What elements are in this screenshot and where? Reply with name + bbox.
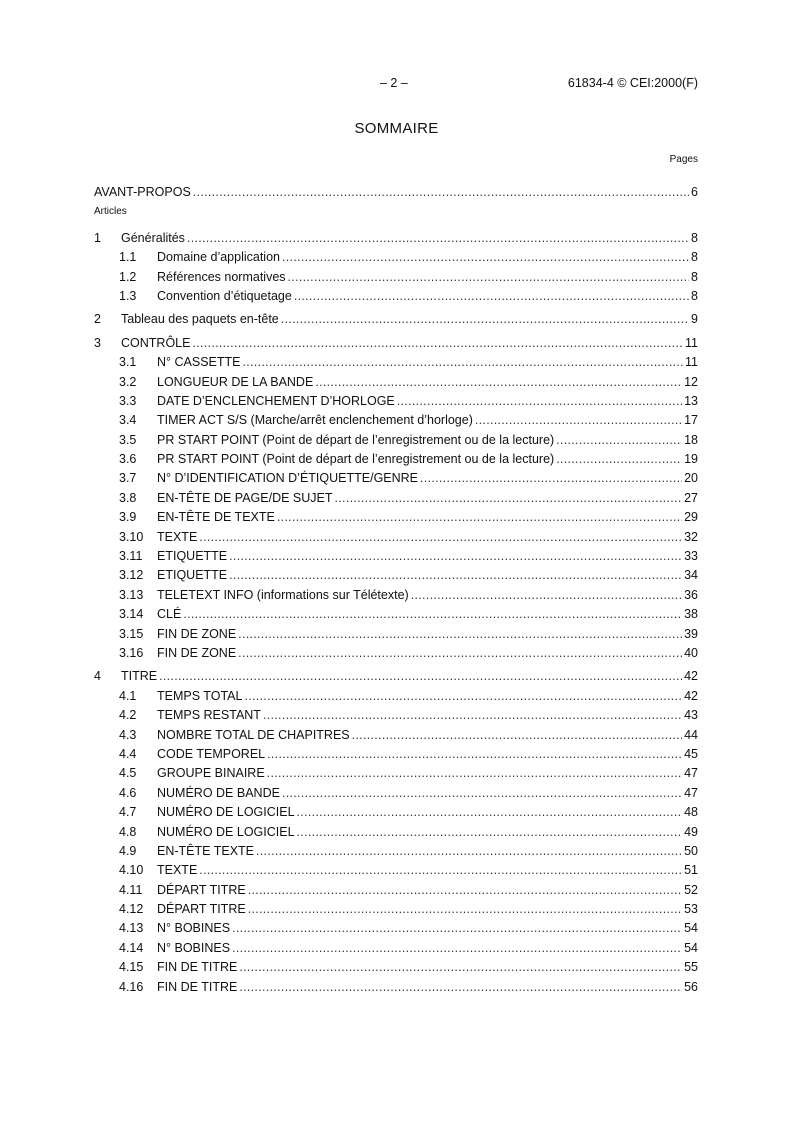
toc-entry-page: 43 (684, 708, 698, 723)
toc-entry-page: 42 (684, 669, 698, 684)
toc-entry-page: 12 (684, 374, 698, 389)
toc-entry-page: 6 (691, 185, 698, 200)
leader-dots (475, 413, 682, 427)
toc-entry-label: TEXTE (157, 529, 198, 544)
toc-subsection-4-9[interactable] (94, 839, 698, 858)
toc-entry-label: FIN DE TITRE (157, 979, 238, 994)
toc-subsection-3-15[interactable] (94, 621, 698, 640)
leader-dots (183, 607, 682, 621)
toc-entry-page: 40 (684, 645, 698, 660)
toc-entry-number: 3.1 (119, 355, 137, 370)
leader-dots (411, 588, 682, 602)
articles-label: Articles (94, 206, 127, 218)
leader-dots (229, 568, 682, 582)
toc-entry-page: 42 (684, 688, 698, 703)
toc-entry-page: 18 (684, 432, 698, 447)
toc-subsection-3-9[interactable] (94, 505, 698, 524)
toc-entry-number: 3.13 (119, 587, 144, 602)
toc-entry-number: 4.11 (119, 882, 143, 897)
leader-dots (277, 510, 682, 524)
leader-dots (242, 355, 683, 369)
toc-entry-label: Références normatives (157, 269, 286, 284)
toc-entry-label: DÉPART TITRE (157, 882, 246, 897)
leader-dots (267, 747, 682, 761)
toc-entry-page: 39 (684, 626, 698, 641)
toc-entry-label: TELETEXT INFO (informations sur Télétexte) (157, 587, 409, 602)
toc-entry-label: DATE D’ENCLENCHEMENT D’HORLOGE (157, 393, 395, 408)
toc-entry-label: TEMPS RESTANT (157, 708, 261, 723)
leader-dots (187, 231, 689, 245)
toc-entry-label: Généralités (121, 230, 185, 245)
toc-entry-page: 47 (684, 785, 698, 800)
leader-dots (159, 669, 682, 683)
toc-entry-page: 34 (684, 568, 698, 583)
toc-entry-page: 44 (684, 727, 698, 742)
leader-dots (193, 185, 689, 199)
toc-entry-page: 45 (684, 746, 698, 761)
page-number: – 2 – (380, 76, 408, 90)
document-reference: 61834-4 © CEI:2000(F) (567, 76, 698, 90)
toc-subsection-3-16[interactable] (94, 641, 698, 660)
toc-entry-label: ETIQUETTE (157, 549, 228, 564)
toc-entry-number: 3.8 (119, 490, 137, 505)
toc-entry-number: 3.7 (119, 471, 137, 486)
toc-entry-number: 3.6 (119, 452, 137, 467)
toc-entry-label: FIN DE ZONE (157, 626, 237, 641)
toc-entry-number: 4.7 (119, 805, 137, 820)
toc-entry-page: 52 (684, 882, 698, 897)
toc-entry-number: 4.9 (119, 843, 137, 858)
toc-entry-label: PR START POINT (Point de départ de l’enregistrement ou de la lecture) (157, 432, 555, 447)
toc-entry-number: 4.5 (119, 766, 137, 781)
toc-subsection-3-5[interactable] (94, 427, 698, 446)
toc-entry-page: 33 (684, 549, 698, 564)
toc-entry-label: CODE TEMPOREL (157, 746, 266, 761)
toc-entry-label: GROUPE BINAIRE (157, 766, 265, 781)
toc-section-1[interactable] (94, 225, 698, 244)
leader-dots (397, 394, 682, 408)
toc-entry-page: 27 (684, 490, 698, 505)
toc-subsection-3-6[interactable] (94, 447, 698, 466)
leader-dots (229, 549, 682, 563)
leader-dots (256, 844, 682, 858)
pages-column-label: Pages (669, 154, 698, 165)
toc-entry-number: 1 (94, 230, 101, 245)
toc-subsection-4-1[interactable] (94, 683, 698, 702)
leader-dots (244, 689, 682, 703)
toc-entry-number: 3.15 (119, 626, 144, 641)
leader-dots (239, 980, 682, 994)
toc-subsection-3-10[interactable] (94, 524, 698, 543)
toc-entry-page: 19 (684, 452, 698, 467)
toc-entry-label: NUMÉRO DE BANDE (157, 785, 280, 800)
toc-entry-label: Domaine d’application (157, 250, 280, 265)
toc-entry-label: TITRE (121, 669, 158, 684)
toc-entry-page: 20 (684, 471, 698, 486)
toc-entry-page: 47 (684, 766, 698, 781)
toc-entry-number: 4.6 (119, 785, 137, 800)
leader-dots (556, 452, 682, 466)
toc-entry-label: TEMPS TOTAL (157, 688, 243, 703)
toc-entry-number: 3.4 (119, 413, 137, 428)
toc-subsection-4-3[interactable] (94, 722, 698, 741)
toc-entry-label: DÉPART TITRE (157, 902, 246, 917)
leader-dots (232, 921, 682, 935)
toc-subsection-4-12[interactable] (94, 897, 698, 916)
toc-subsection-3-13[interactable] (94, 582, 698, 601)
toc-entry-page: 38 (684, 607, 698, 622)
toc-entry-page: 48 (684, 805, 698, 820)
toc-entry-page: 17 (684, 413, 698, 428)
toc-entry-label: AVANT-PROPOS (94, 185, 191, 200)
toc-entry-number: 3.11 (119, 549, 143, 564)
toc-entry-page: 51 (684, 863, 698, 878)
toc-entry-label: NUMÉRO DE LOGICIEL (157, 805, 295, 820)
toc-section-3[interactable] (94, 330, 698, 349)
toc-subsection-4-5[interactable] (94, 761, 698, 780)
toc-subsection-4-6[interactable] (94, 780, 698, 799)
toc-entry-number: 4.3 (119, 727, 137, 742)
leader-dots (248, 883, 682, 897)
toc-entry-label: Convention d’étiquetage (157, 288, 292, 303)
toc-entry-page: 54 (684, 940, 698, 955)
toc-entry-number: 3.14 (119, 607, 144, 622)
toc-entry-page: 32 (684, 529, 698, 544)
toc-entry-label: CLÉ (157, 607, 182, 622)
toc-entry-number: 4 (94, 669, 101, 684)
toc-entry-number: 2 (94, 312, 101, 327)
leader-dots (420, 471, 682, 485)
toc-entry-number: 1.1 (119, 250, 137, 265)
toc-entry-number: 4.16 (119, 979, 144, 994)
toc-entry-page: 8 (691, 230, 698, 245)
toc-entry-page: 56 (684, 979, 698, 994)
toc-entry-label: LONGUEUR DE LA BANDE (157, 374, 314, 389)
toc-subsection-4-4[interactable] (94, 742, 698, 761)
leader-dots (199, 863, 682, 877)
toc-subsection-3-1[interactable] (94, 350, 698, 369)
toc-subsection-1-3[interactable] (94, 284, 698, 303)
toc-subsection-4-16[interactable] (94, 974, 698, 993)
leader-dots (238, 627, 682, 641)
leader-dots (352, 728, 682, 742)
toc-subsection-4-11[interactable] (94, 877, 698, 896)
toc-section-2[interactable] (94, 307, 698, 326)
toc-subsection-4-13[interactable] (94, 916, 698, 935)
toc-entry-label: EN-TÊTE DE TEXTE (157, 510, 275, 525)
toc-subsection-1-2[interactable] (94, 264, 698, 283)
toc-subsection-3-2[interactable] (94, 369, 698, 388)
leader-dots (315, 375, 682, 389)
toc-entry-number: 4.13 (119, 921, 144, 936)
toc-entry-number: 4.12 (119, 902, 144, 917)
leader-dots (297, 825, 683, 839)
leader-dots (267, 766, 682, 780)
toc-subsection-3-12[interactable] (94, 563, 698, 582)
toc-entry-number: 3.12 (119, 568, 144, 583)
leader-dots (335, 491, 683, 505)
toc-entry-page: 55 (684, 960, 698, 975)
toc-entry-page: 8 (691, 269, 698, 284)
toc-entry-label: N° CASSETTE (157, 355, 241, 370)
toc-entry-page: 11 (685, 355, 698, 370)
toc-entry-page: 8 (691, 250, 698, 265)
toc-entry-label: N° BOBINES (157, 921, 231, 936)
toc-subsection-4-8[interactable] (94, 819, 698, 838)
toc-subsection-4-2[interactable] (94, 703, 698, 722)
toc-subsection-4-14[interactable] (94, 935, 698, 954)
table-of-contents (94, 180, 698, 994)
leader-dots (297, 805, 683, 819)
leader-dots (263, 708, 682, 722)
toc-subsection-3-3[interactable] (94, 389, 698, 408)
toc-entry-number: 1.3 (119, 288, 137, 303)
toc-entry-label: N° BOBINES (157, 940, 231, 955)
toc-entry-number: 4.14 (119, 940, 144, 955)
toc-entry-number: 4.4 (119, 746, 137, 761)
leader-dots (281, 312, 689, 326)
toc-entry-page: 8 (691, 288, 698, 303)
toc-sections (94, 225, 698, 993)
toc-entry-number: 3 (94, 335, 101, 350)
leader-dots (282, 250, 689, 264)
leader-dots (238, 646, 682, 660)
toc-entry-page: 53 (684, 902, 698, 917)
toc-subsection-4-7[interactable] (94, 800, 698, 819)
toc-entry-page: 36 (684, 587, 698, 602)
toc-entry-number: 4.1 (119, 688, 137, 703)
toc-entry-page: 29 (684, 510, 698, 525)
toc-entry-label: EN-TÊTE DE PAGE/DE SUJET (157, 490, 333, 505)
leader-dots (239, 960, 682, 974)
toc-subsection-3-4[interactable] (94, 408, 698, 427)
toc-entry-number: 3.5 (119, 432, 137, 447)
toc-entry-page: 9 (691, 312, 698, 327)
toc-entry-number: 3.2 (119, 374, 137, 389)
toc-entry-label: FIN DE ZONE (157, 645, 237, 660)
toc-subsection-1-1[interactable] (94, 245, 698, 264)
toc-entry-label: NOMBRE TOTAL DE CHAPITRES (157, 727, 350, 742)
toc-entry-page: 50 (684, 843, 698, 858)
toc-section-4[interactable] (94, 664, 698, 683)
leader-dots (282, 786, 682, 800)
toc-entry-label: ETIQUETTE (157, 568, 228, 583)
toc-subsection-4-10[interactable] (94, 858, 698, 877)
toc-entry-number: 4.8 (119, 824, 137, 839)
toc-entry-number: 4.15 (119, 960, 144, 975)
toc-subsection-3-14[interactable] (94, 602, 698, 621)
leader-dots (556, 433, 682, 447)
leader-dots (192, 336, 683, 350)
toc-entry-label: NUMÉRO DE LOGICIEL (157, 824, 295, 839)
toc-subsection-3-11[interactable] (94, 544, 698, 563)
toc-entry-number: 4.10 (119, 863, 144, 878)
page-title: SOMMAIRE (354, 120, 439, 137)
toc-subsection-3-7[interactable] (94, 466, 698, 485)
toc-entry-label: EN-TÊTE TEXTE (157, 843, 255, 858)
leader-dots (288, 270, 690, 284)
leader-dots (199, 530, 682, 544)
toc-entry-label: TIMER ACT S/S (Marche/arrêt enclenchement d’horloge) (157, 413, 473, 428)
toc-entry-page: 13 (684, 393, 698, 408)
toc-entry-number: 3.3 (119, 393, 137, 408)
toc-entry-label: CONTRÔLE (121, 335, 191, 350)
toc-entry-page: 54 (684, 921, 698, 936)
toc-entry-page: 11 (685, 335, 698, 350)
toc-entry-label: FIN DE TITRE (157, 960, 238, 975)
toc-subsection-3-8[interactable] (94, 485, 698, 504)
toc-entry-page: 49 (684, 824, 698, 839)
leader-dots (232, 941, 682, 955)
leader-dots (294, 289, 689, 303)
toc-entry-label: N° D’IDENTIFICATION D’ÉTIQUETTE/GENRE (157, 471, 419, 486)
toc-entry-foreword[interactable] (94, 180, 698, 199)
toc-entry-number: 1.2 (119, 269, 137, 284)
toc-subsection-4-15[interactable] (94, 955, 698, 974)
toc-entry-number: 3.10 (119, 529, 144, 544)
toc-entry-number: 3.16 (119, 645, 144, 660)
toc-entry-number: 4.2 (119, 708, 137, 723)
toc-entry-number: 3.9 (119, 510, 137, 525)
leader-dots (248, 902, 682, 916)
toc-entry-label: Tableau des paquets en-tête (121, 312, 279, 327)
toc-entry-label: PR START POINT (Point de départ de l’enregistrement ou de la lecture) (157, 452, 555, 467)
toc-entry-label: TEXTE (157, 863, 198, 878)
